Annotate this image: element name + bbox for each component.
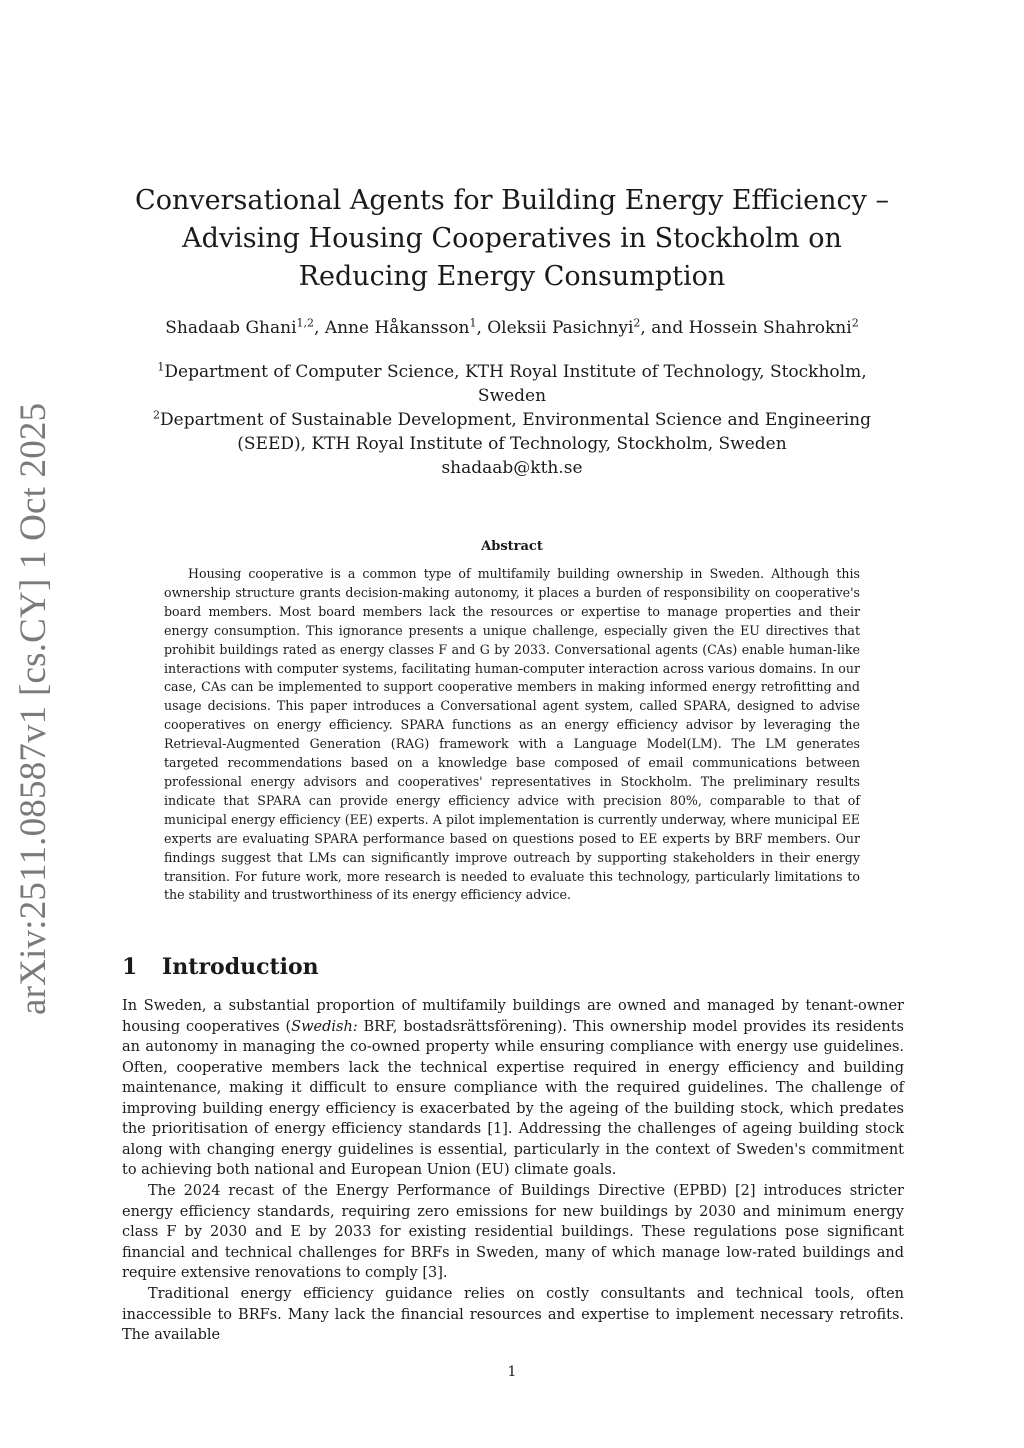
- intro-paragraph-3: Traditional energy efficiency guidance relies on costly consultants and technical tools, often inaccessible to BRFs. Many lack the financial resources and expertise to implement necessary retrofits. The available: [122, 1286, 904, 1343]
- author-name: Anne Håkansson: [324, 318, 470, 338]
- author-list: [120, 316, 904, 340]
- paper-title: Conversational Agents for Building Energy Efficiency – Advising Housing Cooperatives in Stockholm on Reducing Energy Consumption: [135, 185, 889, 292]
- affiliation-text: Department of Sustainable Development, Environmental Science and Engineering (SEED), KTH Royal Institute of Technology, Stockholm, Sweden: [160, 410, 871, 454]
- author-name: Hossein Shahrokni: [688, 318, 852, 338]
- intro-paragraph-2: The 2024 recast of the Energy Performance of Buildings Directive (EPBD) [2] introduces stricter energy efficiency standards, requiring zero emissions for new buildings by 2030 and minimum energy class F by 2030 and E by 2033 for existing residential buildings. These regulations pose significant financial and technical challenges for BRFs in Sweden, many of which manage low-rated buildings and require extensive renovations to comply [3].: [122, 1183, 904, 1281]
- affiliation-1: [130, 360, 894, 408]
- author-separator: ,: [314, 318, 325, 338]
- author-name: Shadaab Ghani: [165, 318, 297, 338]
- affiliation-marker: 2: [153, 408, 160, 422]
- affiliation-2: [130, 408, 894, 456]
- author-separator: ,: [476, 318, 488, 338]
- author-affiliation-marker: 1,2: [296, 316, 314, 330]
- contact-email[interactable]: shadaab@kth.se: [441, 458, 583, 478]
- affiliation-text: Department of Computer Science, KTH Royal Institute of Technology, Stockholm, Sweden: [164, 362, 867, 406]
- emphasis-text: Swedish:: [291, 1018, 358, 1035]
- author-affiliation-marker: 2: [633, 316, 641, 330]
- intro-paragraph-1: [122, 996, 904, 1181]
- author-separator: , and: [640, 318, 689, 338]
- arxiv-identifier-stamp[interactable]: arXiv:2511.08587v1 [cs.CY] 1 Oct 2025: [13, 402, 54, 1015]
- affiliation-marker: 1: [157, 360, 165, 374]
- section-title: Introduction: [162, 954, 319, 980]
- page-number: 1: [507, 1364, 517, 1380]
- paragraph-text: In Sweden, a substantial proportion of multifamily buildings are owned and managed by tenant-owner housing cooperatives (: [122, 998, 904, 1035]
- paragraph-text: BRF, bostadsrättsförening). This ownership model provides its residents an autonomy in managing the co-owned property while ensuring compliance with energy use guidelines. Often, cooperative members lack the technical expertise required in energy efficiency and building maintenance, making it difficult to ensure compliance with the required guidelines. The challenge of improving building energy efficiency is exacerbated by the ageing of the building stock, which predates the prioritisation of energy efficiency standards [1]. Addressing the challenges of ageing building stock along with changing energy guidelines is essential, particularly in the context of Sweden's commitment to achieving both national and European Union (EU) climate goals.: [122, 1018, 904, 1178]
- author-affiliation-marker: 2: [851, 316, 859, 330]
- author-affiliation-marker: 1: [469, 316, 477, 330]
- abstract-heading: Abstract: [481, 539, 543, 554]
- abstract-text: Housing cooperative is a common type of multifamily building ownership in Sweden. Although this ownership structure grants decision-making autonomy, it places a burden of responsibility on cooperative's board members. Most board members lack the resources or expertise to manage properties and their energy consumption. This ignorance presents a unique challenge, especially given the EU directives that prohibit buildings rated as energy classes F and G by 2033. Conversational agents (CAs) enable human-like interactions with computer systems, facilitating human-computer interaction across various domains. In our case, CAs can be implemented to support cooperative members in making informed energy retrofitting and usage decisions. This paper introduces a Conversational agent system, called SPARA, designed to advise cooperatives on energy efficiency. SPARA functions as an energy efficiency advisor by leveraging the Retrieval-Augmented Generation (RAG) framework with a Language Model(LM). The LM generates targeted recommendations based on a knowledge base composed of email communications between professional energy advisors and cooperatives' representatives in Stockholm. The preliminary results indicate that SPARA can provide energy efficiency advice with precision 80%, comparable to that of municipal energy efficiency (EE) experts. A pilot implementation is currently underway, where municipal EE experts are evaluating SPARA performance based on questions posed to EE experts by BRF members. Our findings suggest that LMs can significantly improve outreach by supporting stakeholders in their energy transition. For future work, more research is needed to evaluate this technology, particularly limitations to the stability and trustworthiness of its energy efficiency advice.: [164, 566, 860, 903]
- section-number: 1: [122, 954, 138, 980]
- section-heading: [122, 952, 722, 982]
- author-name: Oleksii Pasichnyi: [487, 318, 634, 338]
